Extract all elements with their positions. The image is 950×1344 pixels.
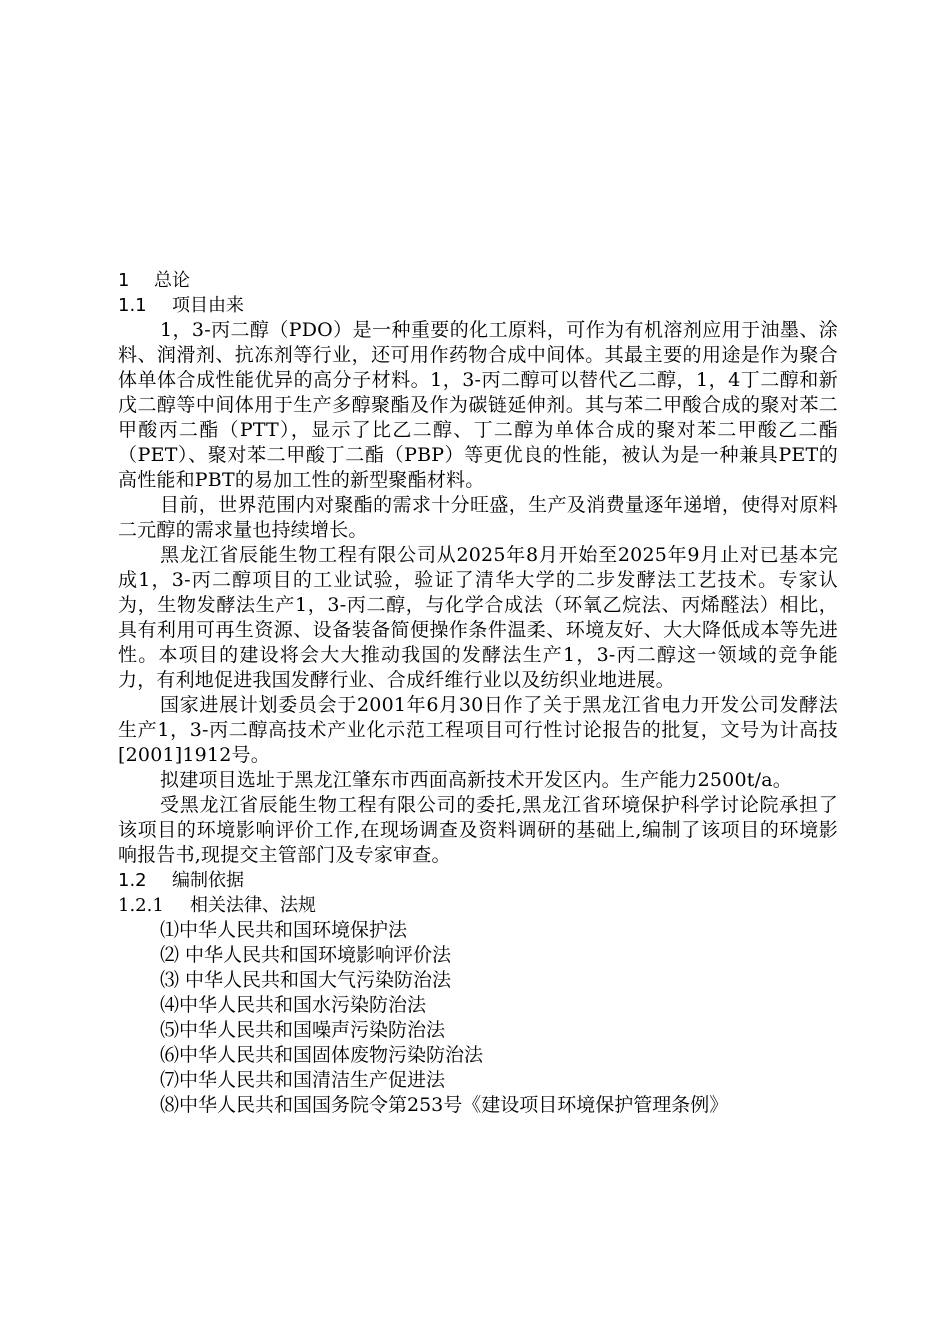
list-item: ⑺中华人民共和国清洁生产促进法 <box>160 1069 446 1091</box>
section-number: 1.1 <box>118 295 147 316</box>
section-title: 总论 <box>154 270 190 291</box>
section-title: 编制依据 <box>172 870 244 891</box>
list-item: ⑹中华人民共和国固体废物污染防治法 <box>160 1044 484 1066</box>
list-item: ⑵ 中华人民共和国环境影响评价法 <box>160 944 452 966</box>
paragraph-pdo-intro: 1，3-丙二醇（PDO）是一种重要的化工原料，可作为有机溶剂应用于油墨、涂料、润滑剂、抗冻剂等行业，还可用作药物合成中间体。其最主要的用途是作为聚合体单体合成性能优异的高分子材料。1，3-丙二醇可以替代乙二醇，1，4丁二醇和新戊二醇等中间体用于生产多醇聚酯及作为碳链延伸剂。其与苯二甲酸合成的聚对苯二甲酸丙二酯（PTT），显示了比乙二醇、丁二醇为单体合成的聚对苯二甲酸乙二酯（PET）、聚对苯二甲酸丁二酯（PBP）等更优良的性能，被认为是一种兼具PET的高性能和PBT的易加工性的新型聚酯材料。 <box>118 319 838 491</box>
paragraph-approval: 国家进展计划委员会于2001年6月30日作了关于黑龙江省电力开发公司发酵法生产1，3-丙二醇高技术产业化示范工程项目可行性讨论报告的批复，文号为计高技[2001]1912号。 <box>118 694 838 766</box>
list-item: ⑴中华人民共和国环境保护法 <box>160 919 408 941</box>
list-item: ⑻中华人民共和国国务院令第253号《建设项目环境保护管理条例》 <box>160 1094 729 1116</box>
section-title: 相关法律、法规 <box>190 895 316 916</box>
document-body <box>118 268 838 1118</box>
list-item: ⑷中华人民共和国水污染防治法 <box>160 994 427 1016</box>
paragraph-commission: 受黑龙江省辰能生物工程有限公司的委托,黑龙江省环境保护科学讨论院承担了该项目的环境影响评价工作,在现场调查及资料调研的基础上,编制了该项目的环境影响报告书,现提交主管部门及专家审查。 <box>118 794 838 866</box>
paragraph-site: 拟建项目选址于黑龙江肇东市西面高新技术开发区内。生产能力2500t/a。 <box>160 769 792 791</box>
law-list <box>118 918 838 1118</box>
section-number: 1.2 <box>118 870 147 891</box>
section-number: 1.2.1 <box>118 895 164 916</box>
list-item: ⑸中华人民共和国噪声污染防治法 <box>160 1019 446 1041</box>
section-1-2-1-heading <box>118 893 838 918</box>
section-number: 1 <box>118 270 130 291</box>
section-1-heading <box>118 268 838 293</box>
section-1-1-heading <box>118 293 838 318</box>
paragraph-demand: 目前，世界范围内对聚酯的需求十分旺盛，生产及消费量逐年递增，使得对原料二元醇的需求量也持续增长。 <box>118 494 838 541</box>
section-1-2-heading <box>118 868 838 893</box>
paragraph-trial: 黑龙江省辰能生物工程有限公司从2025年8月开始至2025年9月止对已基本完成1，3-丙二醇项目的工业试验，验证了清华大学的二步发酵法工艺技术。专家认为，生物发酵法生产1，3-丙二醇，与化学合成法（环氧乙烷法、丙烯醛法）相比，具有利用可再生资源、设备装备简便操作条件温柔、环境友好、大大降低成本等先进性。本项目的建设将会大大推动我国的发酵法生产1，3-丙二醇这一领域的竞争能力，有利地促进我国发酵行业、合成纤维行业以及纺织业地进展。 <box>118 544 838 691</box>
list-item: ⑶ 中华人民共和国大气污染防治法 <box>160 969 452 991</box>
section-title: 项目由来 <box>172 295 244 316</box>
